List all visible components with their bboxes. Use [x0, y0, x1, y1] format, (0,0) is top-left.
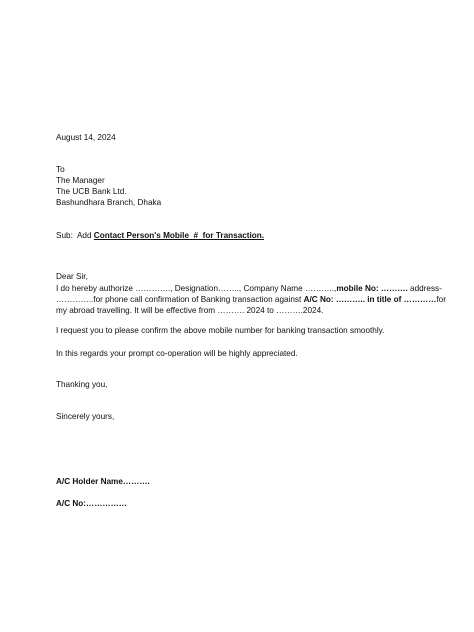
- body-line-3: my abroad travelling. It will be effective from ………. 2024 to ……….2024.: [56, 306, 324, 315]
- letter-date: August 14, 2024: [56, 133, 116, 142]
- recipient-to: To: [56, 165, 65, 174]
- body-line-1-mobile: mobile No: ……….: [336, 284, 408, 293]
- request-paragraph: I request you to please confirm the above mobile number for banking transaction smoothly.: [56, 326, 385, 335]
- body-line-2-account: A/C No: ……….. in title of …………: [303, 295, 437, 304]
- body-line-1: [56, 284, 442, 294]
- closing-line: Sincerely yours,: [56, 412, 115, 421]
- holder-name: A/C Holder Name……….: [56, 477, 150, 486]
- body-line-1-c: address-: [407, 284, 442, 293]
- subject-prefix: Sub: Add: [56, 231, 94, 240]
- body-line-2: [56, 295, 446, 305]
- recipient-title: The Manager: [56, 176, 105, 185]
- thanks-line: Thanking you,: [56, 380, 108, 389]
- body-line-1-a: I do hereby authorize …………., Designation…….., Company Name ………..,: [56, 284, 337, 293]
- subject-line: [56, 231, 264, 241]
- regards-paragraph: In this regards your prompt co-operation will be highly appreciated.: [56, 349, 298, 358]
- account-number: A/C No:……………: [56, 499, 127, 508]
- body-line-2-a: …………..for phone call confirmation of Banking transaction against: [56, 295, 304, 304]
- recipient-bank: The UCB Bank Ltd.: [56, 187, 127, 196]
- salutation: Dear Sir,: [56, 272, 88, 281]
- body-line-2-c: for: [436, 295, 446, 304]
- subject-text: Contact Person's Mobile # for Transaction.: [93, 231, 265, 240]
- recipient-branch: Bashundhara Branch, Dhaka: [56, 198, 162, 207]
